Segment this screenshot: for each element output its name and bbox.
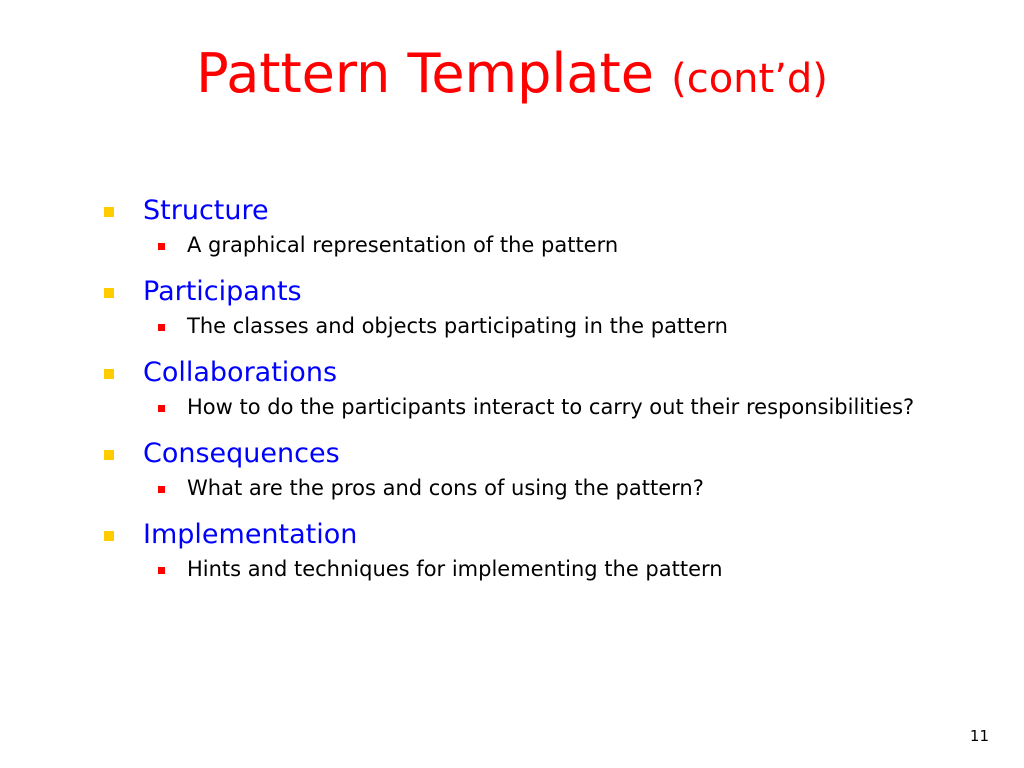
sub-bullet: [104, 554, 924, 584]
heading-text: Implementation: [143, 519, 358, 550]
list-item-participants: [104, 273, 924, 341]
sub-bullet-text: A graphical representation of the pattern: [187, 233, 619, 257]
bullet-heading: [104, 516, 924, 554]
small-square-bullet-icon: [158, 567, 165, 574]
list-item-implementation: [104, 516, 924, 584]
title-main: Pattern Template: [196, 42, 654, 105]
slide-title: [0, 34, 1024, 119]
sub-bullet: [104, 392, 924, 422]
list-item-collaborations: [104, 354, 924, 422]
sub-bullet-text: The classes and objects participating in the pattern: [187, 314, 728, 338]
square-bullet-icon: [104, 450, 114, 460]
bullet-heading: [104, 435, 924, 473]
heading-text: Structure: [143, 195, 269, 226]
square-bullet-icon: [104, 531, 114, 541]
square-bullet-icon: [104, 369, 114, 379]
heading-text: Participants: [143, 276, 302, 307]
sub-bullet-text: How to do the participants interact to carry out their responsibilities?: [187, 395, 915, 419]
sub-bullet: [104, 230, 924, 260]
title-suffix: (cont’d): [671, 56, 828, 102]
heading-text: Collaborations: [143, 357, 338, 388]
list-item-structure: [104, 192, 924, 260]
page-number: 11: [969, 727, 989, 745]
small-square-bullet-icon: [158, 324, 165, 331]
sub-bullet-text: What are the pros and cons of using the pattern?: [187, 476, 704, 500]
square-bullet-icon: [104, 288, 114, 298]
sub-bullet: [104, 311, 924, 341]
bullet-heading: [104, 354, 924, 392]
sub-bullet: [104, 473, 924, 503]
square-bullet-icon: [104, 207, 114, 217]
small-square-bullet-icon: [158, 405, 165, 412]
list-item-consequences: [104, 435, 924, 503]
bullet-heading: [104, 273, 924, 311]
small-square-bullet-icon: [158, 486, 165, 493]
bullet-heading: [104, 192, 924, 230]
sub-bullet-text: Hints and techniques for implementing the pattern: [187, 557, 723, 581]
heading-text: Consequences: [143, 438, 340, 469]
bullet-list: [104, 192, 924, 597]
small-square-bullet-icon: [158, 243, 165, 250]
